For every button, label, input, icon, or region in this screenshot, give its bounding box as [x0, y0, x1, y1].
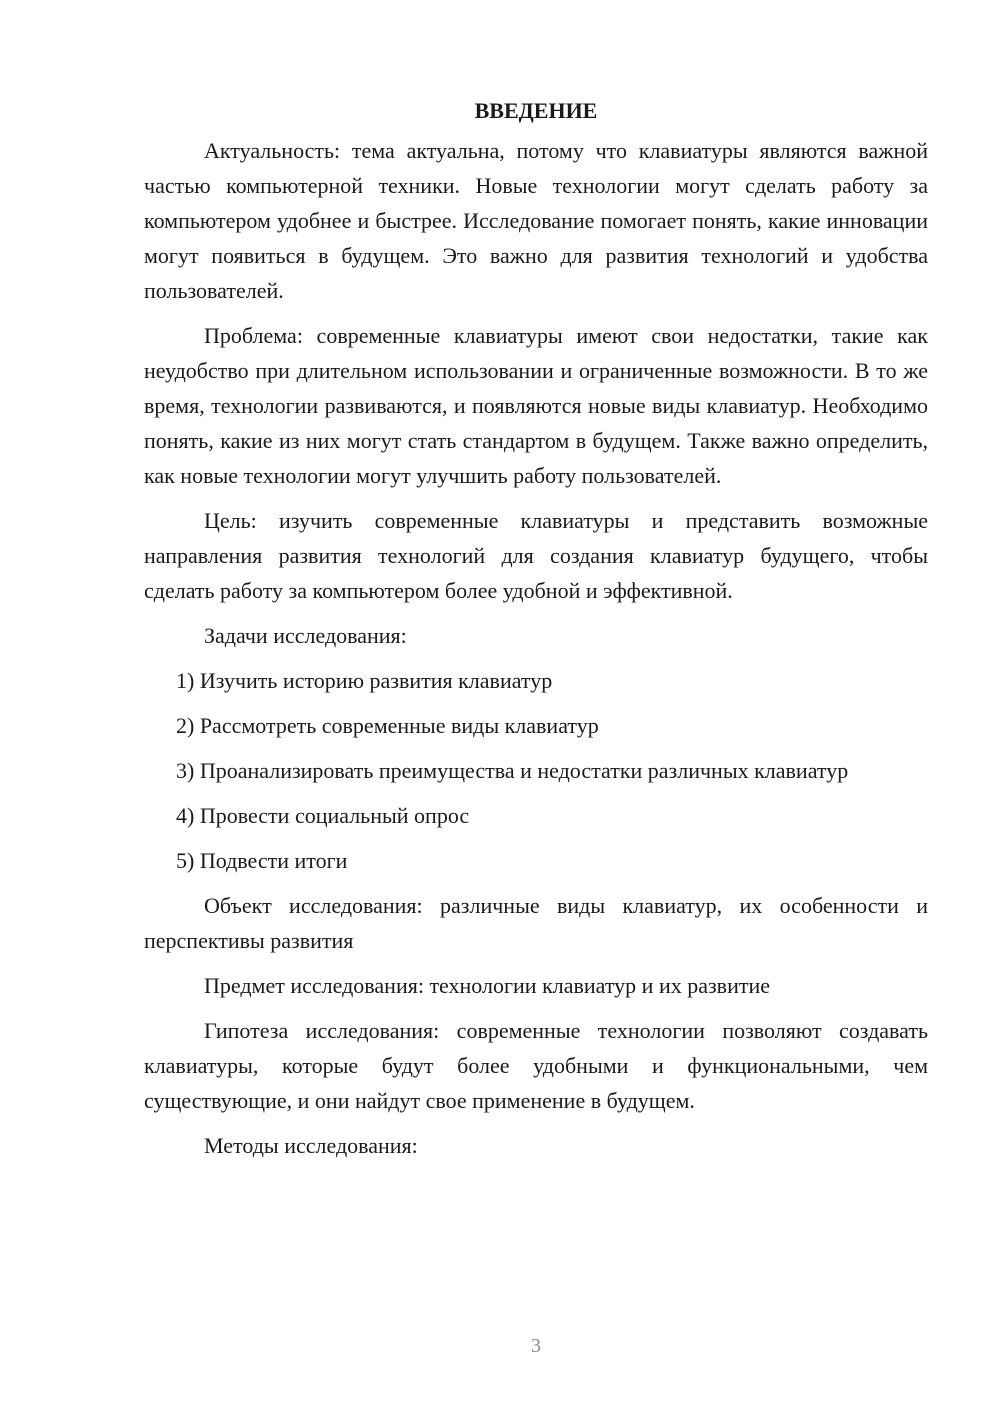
- task-item-4: 4) Провести социальный опрос: [176, 803, 470, 828]
- task-item-2: 2) Рассмотреть современные виды клавиатур: [176, 713, 599, 738]
- object-paragraph: Объект исследования: различные виды клавиатур, их особенности и перспективы развития: [144, 893, 928, 953]
- relevance-paragraph: Актуальность: тема актуальна, потому что клавиатуры являются важной частью компьютерной техники. Новые технологии могут сделать работу за компьютером удобнее и быстрее. Исследование помогает понять, какие инновации могут появиться в будущем. Это важно для развития технологий и удобства пользователей.: [144, 138, 928, 303]
- page-content: [144, 96, 928, 1173]
- task-item-5: 5) Подвести итоги: [176, 848, 348, 873]
- subject-paragraph: Предмет исследования: технологии клавиатур и их развитие: [204, 973, 770, 998]
- task-item-3: 3) Проанализировать преимущества и недостатки различных клавиатур: [176, 758, 849, 783]
- problem-paragraph: Проблема: современные клавиатуры имеют свои недостатки, такие как неудобство при длительном использовании и ограниченные возможности. В то же время, технологии развиваются, и появляются новые виды клавиатур. Необходимо понять, какие из них могут стать стандартом в будущем. Также важно определить, как новые технологии могут улучшить работу пользователей.: [144, 323, 928, 488]
- goal-paragraph: Цель: изучить современные клавиатуры и представить возможные направления развития технологий для создания клавиатур будущего, чтобы сделать работу за компьютером более удобной и эффективной.: [144, 508, 928, 603]
- page-number: 3: [531, 1335, 541, 1357]
- tasks-heading: Задачи исследования:: [204, 623, 407, 648]
- task-item-1: 1) Изучить историю развития клавиатур: [176, 668, 553, 693]
- methods-heading: Методы исследования:: [204, 1133, 418, 1158]
- section-title: ВВЕДЕНИЕ: [474, 98, 598, 123]
- hypothesis-paragraph: Гипотеза исследования: современные технологии позволяют создавать клавиатуры, которые будут более удобными и функциональными, чем существующие, и они найдут свое применение в будущем.: [144, 1018, 928, 1113]
